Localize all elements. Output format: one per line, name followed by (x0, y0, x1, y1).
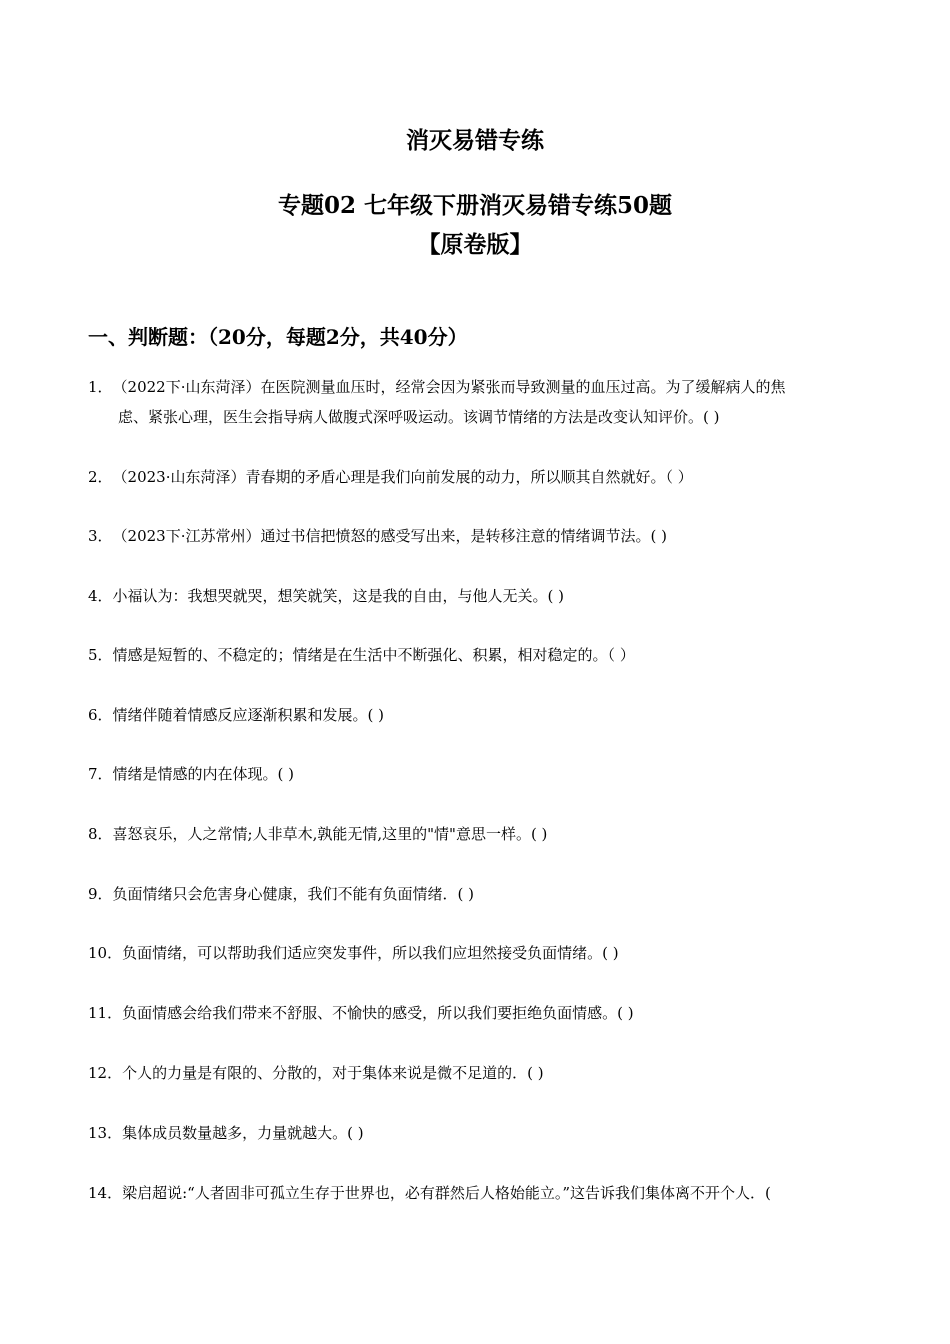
document-subtitle: 专题02 七年级下册消灭易错专练50题 (277, 192, 673, 219)
question-text-continued: 虑、紧张心理，医生会指导病人做腹式深呼吸运动。该调节情绪的方法是改变认知评价。( ) (118, 408, 720, 426)
question-text: （2022下·山东菏泽）在医院测量血压时，经常会因为紧张而导致测量的血压过高。为了缓解病人的焦 (112, 378, 786, 396)
question-number: 3． (88, 527, 113, 545)
question-number: 4． (88, 587, 113, 605)
question-item (88, 1058, 868, 1088)
question-text: 小福认为：我想哭就哭，想笑就笑，这是我的自由，与他人无关。( ) (112, 587, 565, 605)
question-number: 7． (88, 765, 113, 783)
question-text: （2023下·江苏常州）通过书信把愤怒的感受写出来，是转移注意的情绪调节法。( ) (112, 527, 667, 545)
question-item (88, 1118, 868, 1148)
question-item (88, 462, 868, 492)
question-number: 10． (88, 944, 123, 962)
version-label: 【原卷版】 (417, 231, 533, 258)
question-item (88, 581, 868, 611)
question-text: 负面情绪，可以帮助我们适应突发事件，所以我们应坦然接受负面情绪。( ) (122, 944, 619, 962)
question-text: 喜怒哀乐，人之常情;人非草木,孰能无情,这里的"情"意思一样。( ) (112, 825, 548, 843)
question-text: 负面情绪只会危害身心健康，我们不能有负面情绪．( ) (112, 885, 475, 903)
question-number: 11． (88, 1004, 123, 1022)
question-number: 8． (88, 825, 113, 843)
question-text: （2023·山东菏泽）青春期的矛盾心理是我们向前发展的动力，所以顺其自然就好。（ ） (112, 468, 693, 486)
question-item (88, 938, 868, 968)
question-item (88, 759, 868, 789)
question-text: 个人的力量是有限的、分散的，对于集体来说是微不足道的．( ) (122, 1064, 544, 1082)
question-item (88, 879, 868, 909)
question-item (88, 819, 868, 849)
question-number: 1． (88, 378, 113, 396)
question-item (88, 372, 868, 432)
document-title: 消灭易错专练 (406, 127, 544, 154)
question-item (88, 998, 868, 1028)
question-text: 集体成员数量越多，力量就越大。( ) (122, 1124, 364, 1142)
question-item (88, 1178, 868, 1208)
question-number: 6． (88, 706, 113, 724)
question-item (88, 700, 868, 730)
question-number: 14． (88, 1184, 123, 1202)
question-text: 情绪是情感的内在体现。( ) (112, 765, 295, 783)
question-item (88, 640, 868, 670)
section-heading: 一、判断题：（20分，每题2分，共40分） (88, 325, 468, 349)
question-text: 情绪伴随着情感反应逐渐积累和发展。( ) (112, 706, 385, 724)
question-number: 9． (88, 885, 113, 903)
question-number: 5． (88, 646, 113, 664)
question-number: 13． (88, 1124, 123, 1142)
question-text: 梁启超说:“人者固非可孤立生存于世界也，必有群然后人格始能立。”这告诉我们集体离不开个人．( (122, 1184, 771, 1202)
question-number: 12． (88, 1064, 123, 1082)
question-text: 负面情感会给我们带来不舒服、不愉快的感受，所以我们要拒绝负面情感。( ) (122, 1004, 634, 1022)
question-item (88, 521, 868, 551)
question-number: 2． (88, 468, 113, 486)
question-text: 情感是短暂的、不稳定的；情绪是在生活中不断强化、积累，相对稳定的。（ ） (112, 646, 635, 664)
